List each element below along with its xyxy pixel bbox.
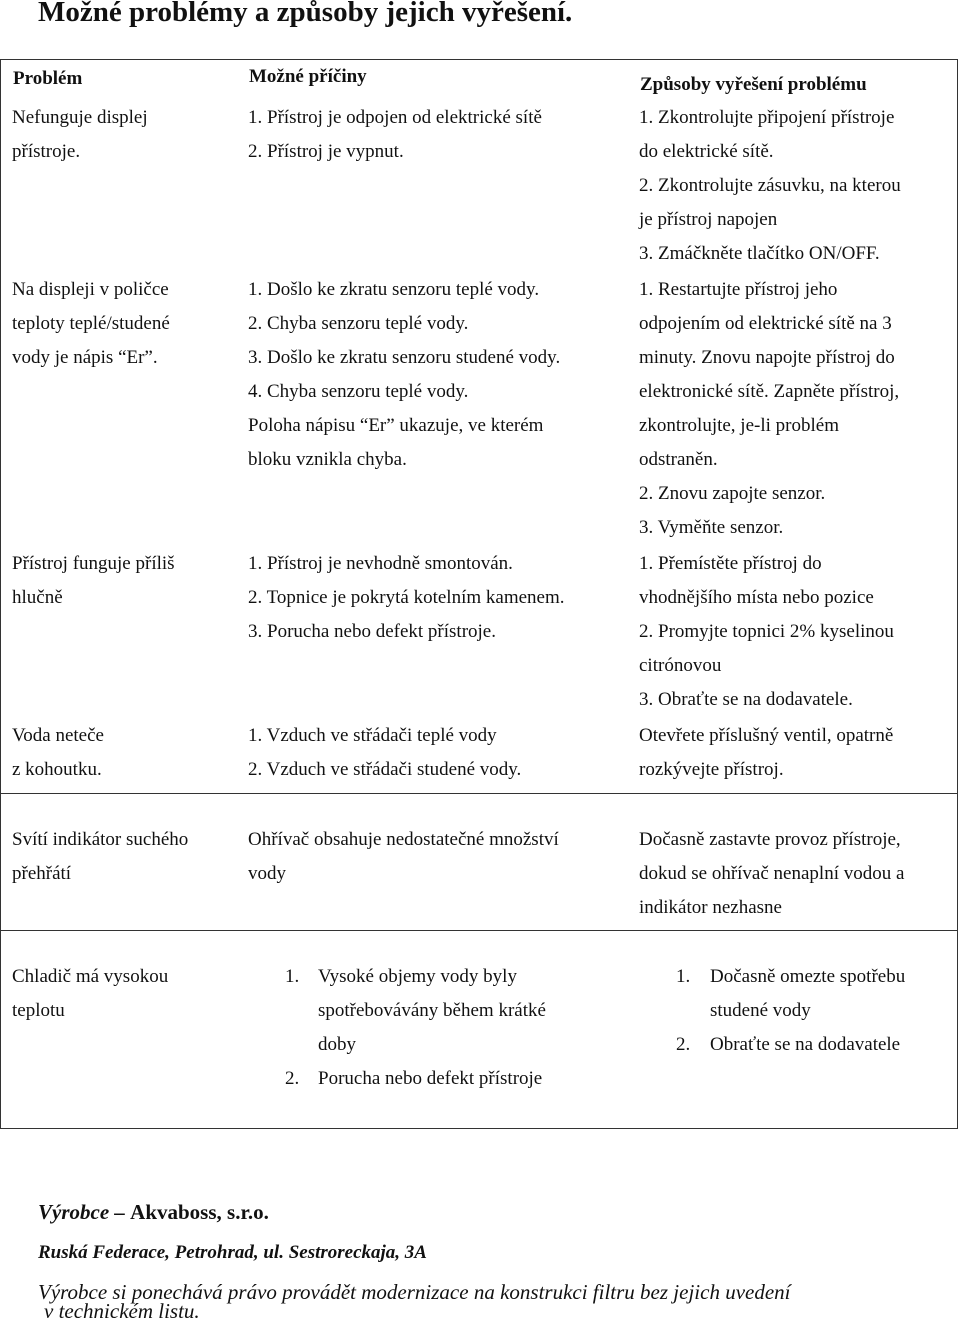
numbered-item: [676, 960, 956, 1028]
text-line: citrónovou: [639, 655, 722, 676]
row6-problem: [12, 960, 168, 1028]
text-line: bloku vznikla chyba.: [248, 449, 407, 470]
row3-problem: [12, 547, 175, 615]
text-line: Voda neteče: [12, 725, 104, 746]
text-line: rozkývejte přístroj.: [639, 759, 784, 780]
text-line: vody je nápis “Er”.: [12, 347, 158, 368]
text-line: zkontrolujte, je-li problém: [639, 415, 839, 436]
row1-causes: [248, 101, 542, 169]
text-line: minuty. Znovu napojte přístroj do: [639, 347, 895, 368]
text-line: 1. Přístroj je nevhodně smontován.: [248, 553, 513, 574]
row5-solutions: [639, 823, 904, 925]
row3-causes: [248, 547, 565, 649]
text-line: 3. Došlo ke zkratu senzoru studené vody.: [248, 347, 561, 368]
text-line: 1. Zkontrolujte připojení přístroje: [639, 107, 895, 128]
text-line: teplotu: [12, 1000, 65, 1021]
text-line: je přístroj napojen: [639, 209, 778, 230]
text-line: Vysoké objemy vody byly: [318, 966, 517, 987]
item-number: 1.: [285, 966, 300, 987]
text-line: vody: [248, 863, 286, 884]
row2-causes: [248, 273, 560, 477]
row-divider: [1, 930, 957, 931]
text-line: Ohřívač obsahuje nedostatečné množství: [248, 829, 559, 850]
text-line: 1. Restartujte přístroj jeho: [639, 279, 838, 300]
text-line: Přístroj funguje příliš: [12, 553, 175, 574]
row4-solutions: [639, 719, 893, 787]
text-line: 2. Znovu zapojte senzor.: [639, 483, 826, 504]
manufacturer-address: Ruská Federace, Petrohrad, ul. Sestroreckaja, 3A: [38, 1242, 427, 1263]
text-line: 1. Přemístěte přístroj do: [639, 553, 822, 574]
text-line: přístroje.: [12, 141, 81, 162]
text-line: 2. Topnice je pokrytá kotelním kamenem.: [248, 587, 565, 608]
page-title: Možné problémy a způsoby jejich vyřešení.: [38, 0, 573, 28]
text-line: Nefunguje displej: [12, 107, 148, 128]
text-line: 4. Chyba senzoru teplé vody.: [248, 381, 469, 402]
text-line: Výrobce si ponechává právo provádět modernizace na konstrukci filtru bez jejich uvedení: [38, 1280, 791, 1304]
text-line: Dočasně zastavte provoz přístroje,: [639, 829, 901, 850]
text-line: doby: [318, 1034, 356, 1055]
text-line: 1. Přístroj je odpojen od elektrické sítě: [248, 107, 542, 128]
row3-solutions: [639, 547, 894, 717]
text-line: hlučně: [12, 587, 63, 608]
row5-problem: [12, 823, 188, 891]
text-line: dokud se ohřívač nenaplní vodou a: [639, 863, 905, 884]
row4-problem: [12, 719, 104, 787]
text-line: v technickém listu.: [44, 1299, 200, 1323]
item-number: 2.: [285, 1068, 300, 1089]
row-divider: [1, 793, 957, 794]
row1-problem: [12, 101, 148, 169]
row4-causes: [248, 719, 521, 787]
manufacturer-name: Akvaboss, s.r.o.: [130, 1200, 269, 1224]
numbered-item: [676, 1028, 956, 1062]
row6-solutions: [676, 960, 956, 1062]
text-line: z kohoutku.: [12, 759, 102, 780]
manufacturer-label: Výrobce –: [38, 1200, 125, 1224]
text-line: 2. Zkontrolujte zásuvku, na kterou: [639, 175, 901, 196]
text-line: 3. Vyměňte senzor.: [639, 517, 784, 538]
header-solutions: Způsoby vyřešení problému: [640, 74, 867, 95]
text-line: 3. Porucha nebo defekt přístroje.: [248, 621, 496, 642]
text-line: 2. Chyba senzoru teplé vody.: [248, 313, 469, 334]
text-line: vhodnějšího místa nebo pozice: [639, 587, 874, 608]
text-line: studené vody: [710, 1000, 811, 1021]
header-causes: Možné příčiny: [249, 66, 367, 87]
text-line: 3. Obraťte se na dodavatele.: [639, 689, 853, 710]
row5-causes: [248, 823, 559, 891]
item-number: 1.: [676, 966, 691, 987]
text-line: Poloha nápisu “Er” ukazuje, ve kterém: [248, 415, 544, 436]
row2-solutions: [639, 273, 899, 545]
text-line: Obraťte se na dodavatele: [710, 1034, 901, 1055]
manufacturer-line: [38, 1200, 269, 1225]
text-line: Dočasně omezte spotřebu: [710, 966, 906, 987]
text-line: 1. Vzduch ve střádači teplé vody: [248, 725, 497, 746]
numbered-item: [285, 960, 625, 1062]
text-line: odstraněn.: [639, 449, 718, 470]
text-line: spotřebovávány během krátké: [318, 1000, 546, 1021]
text-line: teploty teplé/studené: [12, 313, 170, 334]
text-line: do elektrické sítě.: [639, 141, 774, 162]
text-line: Chladič má vysokou: [12, 966, 169, 987]
item-number: 2.: [676, 1034, 691, 1055]
text-line: odpojením od elektrické sítě na 3: [639, 313, 892, 334]
header-problem: Problém: [13, 68, 83, 89]
row2-problem: [12, 273, 170, 375]
text-line: přehřátí: [12, 863, 72, 884]
text-line: elektronické sítě. Zapněte přístroj,: [639, 381, 900, 402]
text-line: 1. Došlo ke zkratu senzoru teplé vody.: [248, 279, 540, 300]
row1-solutions: [639, 101, 901, 271]
text-line: 3. Zmáčkněte tlačítko ON/OFF.: [639, 243, 880, 264]
text-line: indikátor nezhasne: [639, 897, 782, 918]
text-line: Svítí indikátor suchého: [12, 829, 189, 850]
text-line: 2. Vzduch ve střádači studené vody.: [248, 759, 522, 780]
row6-causes: [285, 960, 625, 1096]
disclaimer-note: [38, 1280, 938, 1323]
text-line: Porucha nebo defekt přístroje: [318, 1068, 543, 1089]
text-line: 2. Promyjte topnici 2% kyselinou: [639, 621, 894, 642]
text-line: Na displeji v poličce: [12, 279, 169, 300]
text-line: 2. Přístroj je vypnut.: [248, 141, 404, 162]
numbered-item: [285, 1062, 625, 1096]
text-line: Otevřete příslušný ventil, opatrně: [639, 725, 894, 746]
